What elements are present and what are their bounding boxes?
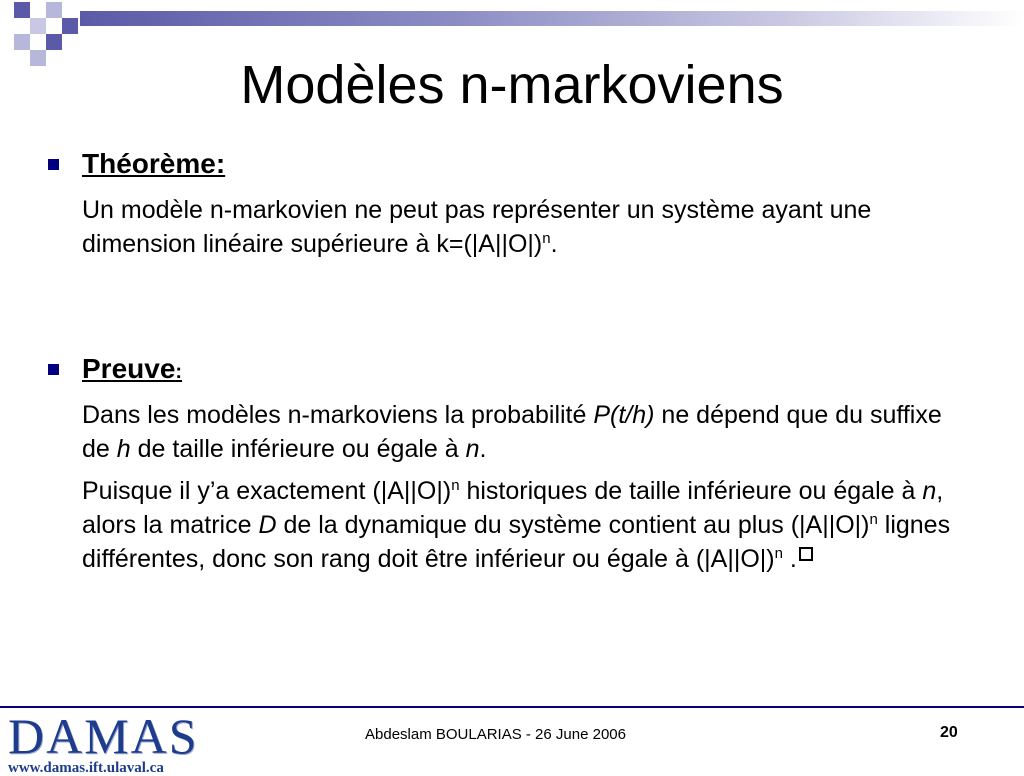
footer-author: Abdeslam BOULARIAS - 26 June 2006 bbox=[365, 726, 626, 743]
theorem-heading: Théorème: bbox=[82, 148, 226, 179]
deco-square bbox=[46, 34, 62, 50]
title-gradient-bar bbox=[80, 11, 1024, 26]
qed-box-icon bbox=[799, 547, 813, 561]
proof-paragraph-1: Dans les modèles n-markoviens la probabilité P(t/h) ne dépend que du suffixe de h de taille inférieure ou égale à n. bbox=[82, 401, 942, 463]
square-bullet-icon bbox=[48, 159, 59, 170]
damas-logo bbox=[8, 710, 199, 776]
proof-paragraph-2: Puisque il y’a exactement $(|A||O|)^n$ historiques de taille inférieure ou égale à n, alors la matrice D de la dynamique du système contient au plus $(|A||O|)^n$ lignes différentes, donc son rang doit être inférieur ou égale à $(|A||O|)^n$ . bbox=[82, 477, 951, 573]
deco-square bbox=[46, 2, 62, 18]
square-bullet-icon bbox=[48, 364, 59, 375]
deco-square bbox=[14, 2, 30, 18]
deco-square bbox=[62, 18, 78, 34]
deco-square bbox=[30, 18, 46, 34]
logo-text: DAMAS bbox=[8, 708, 199, 764]
logo-url: www.damas.ift.ulaval.ca bbox=[8, 760, 164, 776]
theorem-text bbox=[82, 193, 952, 261]
page-number: 20 bbox=[940, 724, 958, 741]
theorem-text-line: Un modèle n-markovien ne peut pas représenter un système ayant une dimension linéaire supérieure à $k=(|A||O|)^n$. bbox=[82, 196, 872, 258]
deco-square bbox=[14, 34, 30, 50]
proof-heading: Preuve: bbox=[82, 353, 183, 384]
slide-title: Modèles n-markoviens bbox=[240, 55, 784, 115]
